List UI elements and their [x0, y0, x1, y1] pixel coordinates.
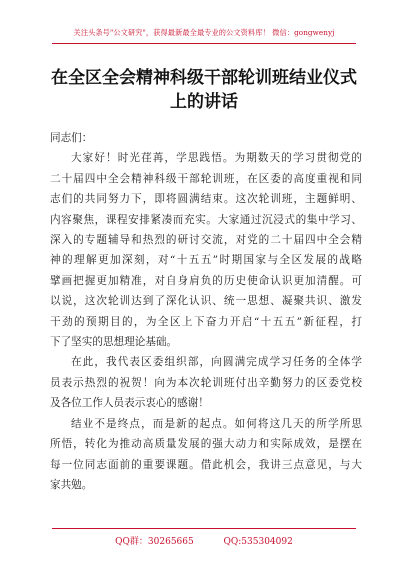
paragraph-line: 在此，我代表区委组织部，向圆满完成学习任务的全体学	[71, 356, 362, 369]
paragraphs	[50, 148, 362, 495]
paragraph-line: 大家好！时光荏苒，学思践悟。为期数天的学习贯彻党的	[71, 152, 362, 165]
document-title	[40, 66, 368, 114]
paragraph-line: 家共勉。	[50, 478, 93, 491]
document-body	[50, 128, 362, 495]
footer-qq: QQ:535304092	[223, 537, 293, 547]
footer-divider	[52, 528, 356, 529]
header-divider	[52, 43, 356, 44]
paragraph-line: 所悟，转化为推动高质量发展的强大动力和实际成效，是摆在	[50, 438, 362, 451]
paragraph-line: 每一位同志面前的重要课题。借此机会，我讲三点意见，与大	[50, 458, 362, 471]
title-line: 在全区全会精神科级干部轮训班结业仪式	[51, 68, 357, 88]
salutation: 同志们：	[50, 132, 93, 144]
footer-qq-group: QQ群：30265665	[115, 537, 194, 547]
paragraph-line: 员表示热烈的祝贺！向为本次轮训班付出辛勤努力的区委党校	[50, 376, 362, 389]
paragraph-line: 下了坚实的思想理论基础。	[50, 336, 178, 349]
paragraph-line: 内容聚焦，课程安排紧凑而充实。大家通过沉浸式的集中学习、	[50, 213, 362, 226]
paragraph	[50, 148, 362, 352]
paragraph	[50, 414, 362, 496]
title-line: 上的讲话	[170, 92, 238, 112]
paragraph-line: 擘画把握更加精准，对自身肩负的历史使命认识更加清醒。可	[50, 274, 362, 287]
paragraph-line: 二十届四中全会精神科级干部轮训班，在区委的高度重视和同	[50, 172, 362, 185]
paragraph-line: 以说，这次轮训达到了深化认识、统一思想、凝聚共识、激发	[50, 295, 362, 308]
paragraph-line: 神的理解更加深刻，对“十五五”时期国家与全区发展的战略	[50, 254, 362, 267]
paragraph-line: 结业不是终点，而是新的起点。如何将这几天的所学所思	[71, 417, 362, 430]
paragraph-line: 深入的专题辅导和热烈的研讨交流，对党的二十届四中全会精	[50, 234, 362, 247]
paragraph	[50, 352, 362, 413]
paragraph-line: 志们的共同努力下，即将圆满结束。这次轮训班，主题鲜明、	[50, 193, 362, 206]
header-banner: 关注头条号"公文研究"，获得最新最全最专业的公文资料库！ 微信：gongwenyj	[73, 28, 335, 37]
paragraph-line: 及各位工作人员表示衷心的感谢！	[50, 397, 209, 410]
paragraph-line: 干劲的预期目的，为全区上下奋力开启“十五五”新征程，打	[50, 315, 362, 328]
footer	[0, 534, 408, 547]
